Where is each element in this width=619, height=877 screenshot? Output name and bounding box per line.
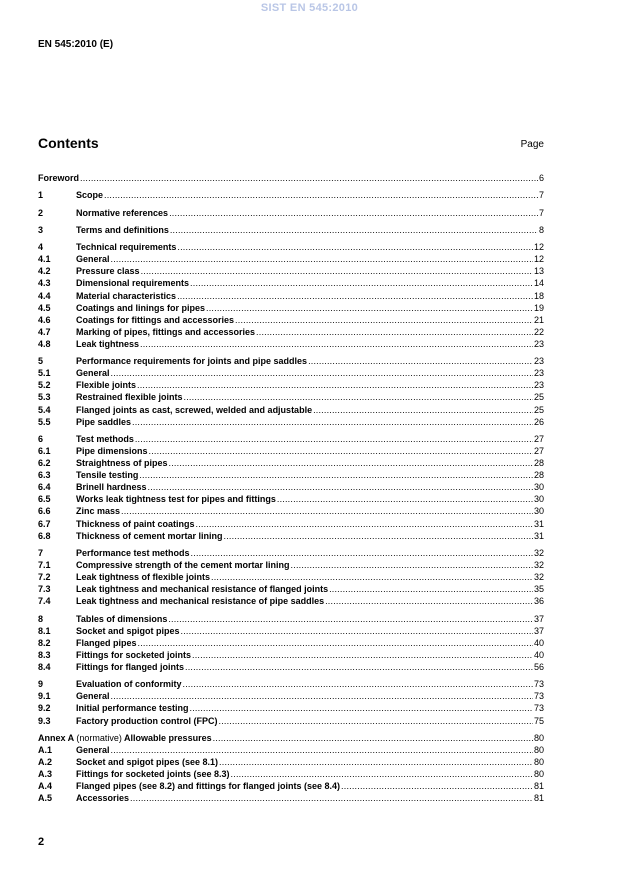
toc-entry[interactable]: [38, 493, 544, 505]
dot-leader: [185, 661, 533, 673]
toc-entry-title: Leak tightness of flexible joints: [76, 572, 211, 583]
dot-leader: [277, 493, 533, 505]
toc-entry[interactable]: [38, 445, 544, 457]
annex-qualifier: (normative): [76, 732, 122, 743]
toc-entry[interactable]: [38, 780, 544, 792]
toc-entry-title: Straightness of pipes: [76, 458, 168, 469]
toc-entry-title: Fittings for flanged joints: [76, 661, 184, 672]
dot-leader: [80, 172, 538, 184]
toc-entry-title: Performance requirements for joints and pipe saddles: [76, 356, 308, 367]
toc-entry[interactable]: [38, 224, 544, 236]
toc-entry-page: 36: [533, 596, 544, 607]
toc-entry[interactable]: [38, 744, 544, 756]
toc-entry[interactable]: [38, 595, 544, 607]
toc-entry-number: A.4: [38, 781, 53, 792]
toc-entry-number: 4.1: [38, 254, 51, 265]
toc-entry-title: Flanged pipes: [76, 637, 137, 648]
dot-leader: [111, 690, 533, 702]
toc-entry-title: General: [76, 368, 110, 379]
toc-entry-page: 30: [533, 494, 544, 505]
toc-entry-title: Fittings for socketed joints: [76, 649, 192, 660]
toc-entry-title: Leak tightness and mechanical resistance of flanged joints: [76, 584, 329, 595]
toc-entry-page: 23: [533, 380, 544, 391]
toc-entry-title: Tables of dimensions: [76, 613, 168, 624]
dot-leader: [138, 637, 533, 649]
dot-leader: [325, 595, 533, 607]
dot-leader: [148, 481, 533, 493]
toc-entry-page: 31: [533, 530, 544, 541]
dot-leader: [213, 732, 533, 744]
toc-entry-page: 27: [533, 446, 544, 456]
toc-entry-page: 81: [533, 793, 544, 804]
toc-entry-title: Material characteristics: [76, 290, 177, 301]
toc-entry-page: 28: [533, 470, 544, 481]
dot-leader: [308, 355, 533, 367]
toc-entry[interactable]: [38, 547, 544, 559]
document-id: EN 545:2010 (E): [38, 39, 114, 50]
toc-entry-page: 25: [533, 404, 544, 415]
toc-entry-number: 8: [38, 613, 44, 624]
toc-entry-number: 5.4: [38, 404, 51, 415]
toc-entry-page: 31: [533, 518, 544, 529]
toc-entry-number: 4: [38, 242, 44, 253]
table-of-contents: [38, 172, 544, 804]
toc-entry-number: 3: [38, 224, 44, 235]
toc-entry-number: 5.2: [38, 380, 51, 391]
toc-entry-title: Thickness of paint coatings: [76, 518, 195, 529]
toc-entry-number: 6.7: [38, 518, 51, 529]
toc-entry-title: Factory production control (FPC): [76, 715, 218, 726]
toc-entry[interactable]: [38, 326, 544, 338]
dot-leader: [329, 583, 533, 595]
toc-entry-title: Flanged joints as cast, screwed, welded and adjustable: [76, 404, 313, 415]
toc-entry[interactable]: [38, 253, 544, 265]
toc-entry-number: 5: [38, 356, 44, 367]
toc-entry-page: 32: [533, 547, 544, 558]
toc-entry-number: A.2: [38, 757, 53, 767]
toc-entry-title: Leak tightness and mechanical resistance of pipe saddles: [76, 596, 325, 607]
dot-leader: [177, 241, 533, 253]
toc-entry-title: Pipe saddles: [76, 416, 132, 427]
toc-entry-number: 7.3: [38, 584, 51, 595]
toc-entry-page: 7: [538, 190, 544, 201]
toc-entry-number: 9.3: [38, 715, 51, 726]
dot-leader: [111, 744, 533, 756]
toc-entry-title: Fittings for socketed joints (see 8.3): [76, 769, 230, 780]
toc-entry-number: 5.3: [38, 392, 51, 403]
page-number: 2: [38, 836, 45, 848]
annex-title: Allowable pressures: [124, 732, 212, 743]
dot-leader: [135, 433, 533, 445]
toc-entry[interactable]: [38, 355, 544, 367]
toc-entry-title: Brinell hardness: [76, 482, 147, 493]
toc-entry-number: 6.5: [38, 494, 51, 505]
toc-entry-number: 8.2: [38, 637, 51, 648]
toc-entry[interactable]: [38, 583, 544, 595]
toc-entry[interactable]: [38, 433, 544, 445]
toc-entry-title: [38, 732, 212, 744]
toc-entry[interactable]: [38, 338, 544, 350]
dot-leader: [231, 768, 533, 780]
toc-entry-page: 37: [533, 625, 544, 636]
toc-entry-number: 4.4: [38, 290, 51, 301]
toc-entry-number: 5.1: [38, 368, 51, 379]
toc-entry-page: 80: [533, 744, 544, 755]
dot-leader: [206, 302, 533, 314]
dot-leader: [291, 559, 533, 571]
toc-entry-number: 8.3: [38, 649, 51, 660]
toc-entry-number: 9.2: [38, 703, 51, 714]
toc-entry-title: Works leak tightness test for pipes and fittings: [76, 494, 276, 505]
toc-entry-title: Coatings and linings for pipes: [76, 302, 206, 313]
toc-entry-title: Flexible joints: [76, 380, 137, 391]
toc-entry-page: 6: [538, 173, 544, 183]
toc-entry-page: 40: [533, 649, 544, 660]
toc-entry-page: 73: [533, 703, 544, 714]
toc-entry[interactable]: [38, 265, 544, 277]
dot-leader: [184, 391, 533, 403]
toc-entry-number: 4.2: [38, 266, 51, 277]
toc-entry-title: Performance test methods: [76, 547, 190, 558]
dot-leader: [190, 702, 533, 714]
toc-entry-title: Terms and definitions: [76, 224, 169, 235]
toc-entry[interactable]: [38, 690, 544, 702]
toc-entry[interactable]: [38, 277, 544, 289]
toc-entry-page: 80: [533, 732, 544, 743]
toc-entry[interactable]: [38, 469, 544, 481]
dot-leader: [111, 253, 533, 265]
watermark: SIST EN 545:2010: [260, 2, 359, 14]
toc-entry-page: 12: [533, 254, 544, 265]
toc-entry[interactable]: [38, 241, 544, 253]
toc-entry-number: 6.1: [38, 446, 51, 456]
toc-entry[interactable]: [38, 792, 544, 804]
toc-entry[interactable]: [38, 314, 544, 326]
toc-entry-title: Restrained flexible joints: [76, 392, 183, 403]
toc-entry-page: 7: [538, 207, 544, 218]
toc-entry-title: Technical requirements: [76, 242, 177, 253]
toc-entry-number: 8.4: [38, 661, 51, 672]
toc-entry-page: 32: [533, 560, 544, 571]
dot-leader: [137, 379, 533, 391]
toc-entry[interactable]: [38, 379, 544, 391]
toc-entry-number: 9: [38, 679, 44, 690]
dot-leader: [235, 314, 533, 326]
toc-entry[interactable]: [38, 481, 544, 493]
toc-entry[interactable]: [38, 189, 544, 201]
toc-entry[interactable]: [38, 505, 544, 517]
toc-entry-page: 23: [533, 338, 544, 349]
toc-entry-number: 6.3: [38, 470, 51, 481]
toc-entry[interactable]: [38, 661, 544, 673]
toc-entry-number: 6.2: [38, 458, 51, 469]
dot-leader: [219, 715, 533, 727]
toc-entry-number: A.5: [38, 793, 53, 804]
dot-leader: [130, 792, 533, 804]
toc-entry-title: Accessories: [76, 793, 130, 804]
toc-entry-page: 37: [533, 613, 544, 624]
toc-entry-title: Compressive strength of the cement mortar lining: [76, 560, 290, 571]
toc-entry-page: 23: [533, 368, 544, 379]
dot-leader: [256, 326, 533, 338]
toc-entry-number: 1: [38, 190, 44, 201]
toc-entry-title: Tensile testing: [76, 470, 139, 481]
dot-leader: [111, 367, 533, 379]
toc-entry-foreword[interactable]: [38, 172, 544, 184]
dot-leader: [177, 290, 533, 302]
toc-entry-page: 80: [533, 769, 544, 780]
dot-leader: [219, 756, 533, 768]
toc-entry-title: General: [76, 254, 110, 265]
toc-entry-number: A.1: [38, 744, 53, 755]
toc-entry-title: Foreword: [38, 173, 80, 183]
toc-entry-page: 73: [533, 691, 544, 702]
dot-leader: [169, 457, 533, 469]
dot-leader: [190, 277, 533, 289]
toc-entry[interactable]: [38, 768, 544, 780]
toc-entry-number: 6: [38, 433, 44, 444]
dot-leader: [211, 571, 533, 583]
toc-entry-page: 30: [533, 506, 544, 517]
dot-leader: [341, 780, 533, 792]
dot-leader: [313, 404, 533, 416]
dot-leader: [140, 338, 533, 350]
page-title: Contents: [38, 135, 99, 151]
toc-entry-number: 4.8: [38, 338, 51, 349]
toc-entry[interactable]: [38, 702, 544, 714]
toc-entry-page: 18: [533, 290, 544, 301]
dot-leader: [121, 505, 533, 517]
toc-entry-number: 7.4: [38, 596, 51, 607]
toc-entry-page: 25: [533, 392, 544, 403]
toc-entry-number: A.3: [38, 769, 53, 780]
dot-leader: [141, 265, 533, 277]
toc-entry-page: 21: [533, 314, 544, 325]
toc-entry-title: Zinc mass: [76, 506, 121, 517]
toc-entry-number: 7.1: [38, 560, 51, 571]
toc-entry-page: 26: [533, 416, 544, 427]
toc-entry-page: 35: [533, 584, 544, 595]
dot-leader: [181, 625, 533, 637]
toc-entry-page: 81: [533, 781, 544, 792]
toc-entry-page: 27: [533, 433, 544, 444]
toc-entry[interactable]: [38, 530, 544, 542]
toc-entry[interactable]: [38, 571, 544, 583]
toc-entry-title: Pressure class: [76, 266, 140, 277]
dot-leader: [104, 189, 538, 201]
toc-entry-title: Pipe dimensions: [76, 446, 148, 456]
toc-entry-page: 56: [533, 661, 544, 672]
toc-entry[interactable]: [38, 613, 544, 625]
toc-entry-annex-a[interactable]: [38, 732, 544, 744]
toc-entry-page: 12: [533, 242, 544, 253]
toc-entry-title: Evaluation of conformity: [76, 679, 182, 690]
dot-leader: [170, 224, 538, 236]
dot-leader: [168, 613, 533, 625]
dot-leader: [132, 416, 533, 428]
toc-entry-number: 6.4: [38, 482, 51, 493]
toc-entry-number: 9.1: [38, 691, 51, 702]
toc-entry-number: 7: [38, 547, 44, 558]
dot-leader: [149, 445, 533, 457]
toc-entry[interactable]: [38, 678, 544, 690]
dot-leader: [169, 207, 538, 219]
toc-entry-number: 5.5: [38, 416, 51, 427]
toc-entry[interactable]: [38, 637, 544, 649]
toc-entry-number: 8.1: [38, 625, 51, 636]
dot-leader: [191, 547, 533, 559]
toc-entry-title: Scope: [76, 190, 104, 201]
toc-entry-page: 75: [533, 715, 544, 726]
toc-entry-number: 2: [38, 207, 44, 218]
toc-entry-page: 13: [533, 266, 544, 277]
toc-entry-number: 7.2: [38, 572, 51, 583]
toc-entry-page: 8: [538, 224, 544, 235]
dot-leader: [224, 530, 533, 542]
dot-leader: [192, 649, 533, 661]
toc-entry[interactable]: [38, 302, 544, 314]
toc-entry-page: 19: [533, 302, 544, 313]
toc-entry[interactable]: [38, 625, 544, 637]
toc-entry-number: 6.6: [38, 506, 51, 517]
toc-entry-title: Flanged pipes (see 8.2) and fittings for flanged joints (see 8.4): [76, 781, 341, 792]
toc-entry-title: Socket and spigot pipes (see 8.1): [76, 757, 219, 767]
toc-entry[interactable]: [38, 367, 544, 379]
toc-entry-number: 4.5: [38, 302, 51, 313]
toc-entry[interactable]: [38, 290, 544, 302]
toc-entry[interactable]: [38, 457, 544, 469]
toc-entry-title: Dimensional requirements: [76, 278, 190, 289]
toc-entry-title: Normative references: [76, 207, 169, 218]
toc-entry[interactable]: [38, 649, 544, 661]
toc-entry-title: General: [76, 744, 110, 755]
toc-entry-page: 80: [533, 757, 544, 767]
page-column-label: Page: [520, 139, 544, 150]
annex-label: Annex A: [38, 732, 74, 743]
toc-entry-title: Initial performance testing: [76, 703, 189, 714]
toc-entry[interactable]: [38, 715, 544, 727]
toc-entry[interactable]: [38, 756, 544, 768]
toc-entry-title: General: [76, 691, 110, 702]
toc-entry[interactable]: [38, 416, 544, 428]
dot-leader: [139, 469, 533, 481]
toc-entry-page: 32: [533, 572, 544, 583]
toc-entry-page: 73: [533, 679, 544, 690]
toc-entry-title: Thickness of cement mortar lining: [76, 530, 223, 541]
toc-entry-page: 28: [533, 458, 544, 469]
toc-entry-number: 4.7: [38, 326, 51, 337]
toc-entry[interactable]: [38, 518, 544, 530]
toc-entry-title: Leak tightness: [76, 338, 140, 349]
toc-entry-title: Test methods: [76, 433, 134, 444]
toc-entry-page: 30: [533, 482, 544, 493]
toc-entry[interactable]: [38, 404, 544, 416]
toc-entry[interactable]: [38, 391, 544, 403]
dot-leader: [183, 678, 533, 690]
toc-entry-title: Coatings for fittings and accessories: [76, 314, 235, 325]
toc-entry-number: 4.6: [38, 314, 51, 325]
toc-entry-number: 6.8: [38, 530, 51, 541]
toc-entry-page: 14: [533, 278, 544, 289]
toc-entry-page: 40: [533, 637, 544, 648]
toc-entry-number: 4.3: [38, 278, 51, 289]
toc-entry[interactable]: [38, 559, 544, 571]
dot-leader: [196, 518, 533, 530]
toc-entry-title: Marking of pipes, fittings and accessories: [76, 326, 256, 337]
toc-entry[interactable]: [38, 207, 544, 219]
toc-entry-page: 23: [533, 356, 544, 367]
toc-entry-title: Socket and spigot pipes: [76, 625, 180, 636]
toc-entry-page: 22: [533, 326, 544, 337]
